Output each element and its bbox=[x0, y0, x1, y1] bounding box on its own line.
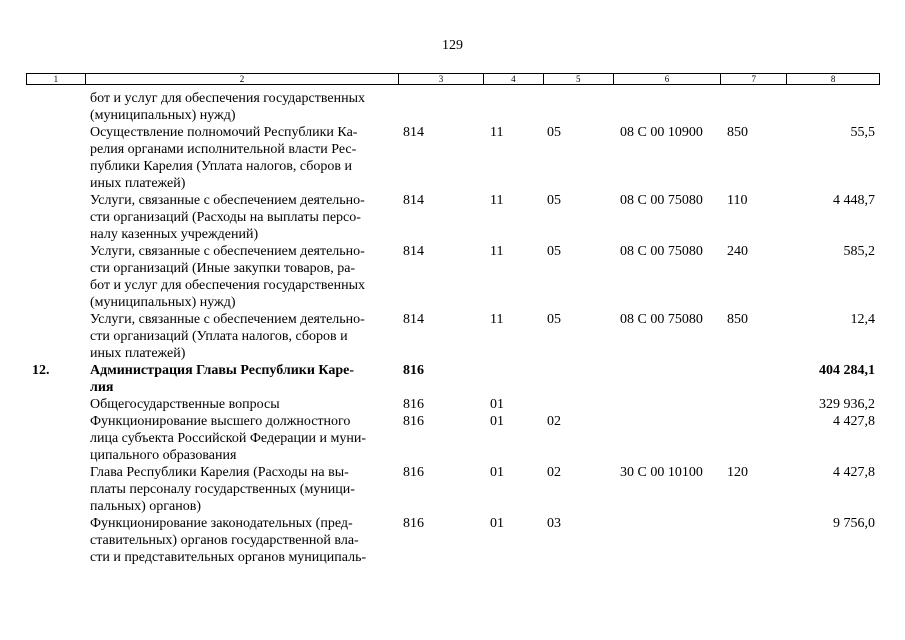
description-line: сти организаций (Иные закупки товаров, ра- bbox=[90, 261, 356, 276]
table-body bbox=[0, 90, 905, 566]
target-article-code: 30 С 00 10100 bbox=[620, 465, 703, 480]
ministry-code: 816 bbox=[403, 397, 424, 412]
ministry-code: 816 bbox=[403, 465, 424, 480]
section-code: 01 bbox=[490, 516, 504, 531]
target-article-code: 08 С 00 10900 bbox=[620, 125, 703, 140]
header-cell-8: 8 bbox=[830, 74, 836, 84]
amount: 55,5 bbox=[850, 125, 875, 140]
description-line: бот и услуг для обеспечения государственных bbox=[90, 278, 365, 293]
header-cell-7: 7 bbox=[721, 74, 787, 84]
ministry-code: 816 bbox=[403, 363, 424, 378]
row-description bbox=[90, 90, 390, 124]
table-header bbox=[26, 73, 880, 85]
description-line: Функционирование высшего должностного bbox=[90, 414, 351, 429]
description-line: лия bbox=[90, 380, 114, 395]
description-line: (муниципальных) нужд) bbox=[90, 295, 236, 310]
description-line: иных платежей) bbox=[90, 346, 186, 361]
subsection-code: 05 bbox=[547, 244, 561, 259]
row-number: 12. bbox=[32, 363, 50, 378]
description-line: (муниципальных) нужд) bbox=[90, 108, 236, 123]
expense-type-code: 850 bbox=[727, 125, 748, 140]
amount: 404 284,1 bbox=[819, 363, 875, 378]
description-line: Глава Республики Карелия (Расходы на вы- bbox=[90, 465, 349, 480]
table-row bbox=[0, 515, 905, 566]
table-row bbox=[0, 243, 905, 311]
subsection-code: 05 bbox=[547, 193, 561, 208]
description-line: Услуги, связанные с обеспечением деятельно- bbox=[90, 244, 365, 259]
table-row bbox=[0, 124, 905, 192]
row-description bbox=[90, 413, 390, 464]
amount: 4 427,8 bbox=[833, 465, 875, 480]
row-description bbox=[90, 192, 390, 243]
amount: 4 448,7 bbox=[833, 193, 875, 208]
description-line: сти организаций (Расходы на выплаты персо- bbox=[90, 210, 361, 225]
section-code: 01 bbox=[490, 397, 504, 412]
subsection-code: 02 bbox=[547, 414, 561, 429]
section-code: 11 bbox=[490, 244, 504, 259]
table-row bbox=[0, 362, 905, 396]
subsection-code: 05 bbox=[547, 312, 561, 327]
header-cell-4: 4 bbox=[484, 74, 544, 84]
row-description bbox=[90, 515, 390, 566]
description-line: лица субъекта Российской Федерации и муни- bbox=[90, 431, 366, 446]
section-code: 11 bbox=[490, 312, 504, 327]
description-line: релия органами исполнительной власти Рес- bbox=[90, 142, 357, 157]
description-line: платы персоналу государственных (муници- bbox=[90, 482, 355, 497]
description-line: пальных) органов) bbox=[90, 499, 201, 514]
description-line: сти и представительных органов муниципаль- bbox=[90, 550, 367, 565]
row-description bbox=[90, 124, 390, 192]
table-row bbox=[0, 192, 905, 243]
row-description bbox=[90, 311, 390, 362]
expense-type-code: 120 bbox=[727, 465, 748, 480]
expense-type-code: 240 bbox=[727, 244, 748, 259]
table-row bbox=[0, 311, 905, 362]
section-code: 01 bbox=[490, 465, 504, 480]
table-row bbox=[0, 90, 905, 124]
subsection-code: 02 bbox=[547, 465, 561, 480]
row-description bbox=[90, 464, 390, 515]
amount: 329 936,2 bbox=[819, 397, 875, 412]
description-line: налу казенных учреждений) bbox=[90, 227, 259, 242]
page-number: 129 bbox=[442, 38, 463, 53]
description-line: ставительных) органов государственной вла- bbox=[90, 533, 359, 548]
target-article-code: 08 С 00 75080 bbox=[620, 312, 703, 327]
header-cell-1: 1 bbox=[27, 74, 86, 84]
row-description bbox=[90, 243, 390, 311]
table-row bbox=[0, 413, 905, 464]
expense-type-code: 850 bbox=[727, 312, 748, 327]
header-cell-2: 2 bbox=[86, 74, 399, 84]
ministry-code: 816 bbox=[403, 414, 424, 429]
table-row bbox=[0, 464, 905, 515]
description-line: ципального образования bbox=[90, 448, 237, 463]
description-line: Администрация Главы Республики Каре- bbox=[90, 363, 355, 378]
table-row bbox=[0, 396, 905, 413]
amount: 585,2 bbox=[843, 244, 875, 259]
section-code: 11 bbox=[490, 193, 504, 208]
ministry-code: 814 bbox=[403, 312, 424, 327]
description-line: бот и услуг для обеспечения государственных bbox=[90, 91, 365, 106]
row-description bbox=[90, 396, 390, 413]
description-line: иных платежей) bbox=[90, 176, 186, 191]
expense-type-code: 110 bbox=[727, 193, 748, 208]
description-line: публики Карелия (Уплата налогов, сборов и bbox=[90, 159, 352, 174]
ministry-code: 814 bbox=[403, 193, 424, 208]
section-code: 11 bbox=[490, 125, 504, 140]
header-cell-3: 3 bbox=[399, 74, 484, 84]
target-article-code: 08 С 00 75080 bbox=[620, 244, 703, 259]
ministry-code: 816 bbox=[403, 516, 424, 531]
ministry-code: 814 bbox=[403, 125, 424, 140]
description-line: сти организаций (Уплата налогов, сборов и bbox=[90, 329, 348, 344]
description-line: Осуществление полномочий Республики Ка- bbox=[90, 125, 358, 140]
amount: 4 427,8 bbox=[833, 414, 875, 429]
row-description bbox=[90, 362, 390, 396]
description-line: Общегосударственные вопросы bbox=[90, 397, 280, 412]
description-line: Услуги, связанные с обеспечением деятельно- bbox=[90, 193, 365, 208]
target-article-code: 08 С 00 75080 bbox=[620, 193, 703, 208]
description-line: Функционирование законодательных (пред- bbox=[90, 516, 353, 531]
subsection-code: 05 bbox=[547, 125, 561, 140]
subsection-code: 03 bbox=[547, 516, 561, 531]
ministry-code: 814 bbox=[403, 244, 424, 259]
description-line: Услуги, связанные с обеспечением деятельно- bbox=[90, 312, 365, 327]
section-code: 01 bbox=[490, 414, 504, 429]
header-cell-6: 6 bbox=[614, 74, 722, 84]
amount: 9 756,0 bbox=[833, 516, 875, 531]
amount: 12,4 bbox=[850, 312, 875, 327]
header-cell-5: 5 bbox=[544, 74, 614, 84]
